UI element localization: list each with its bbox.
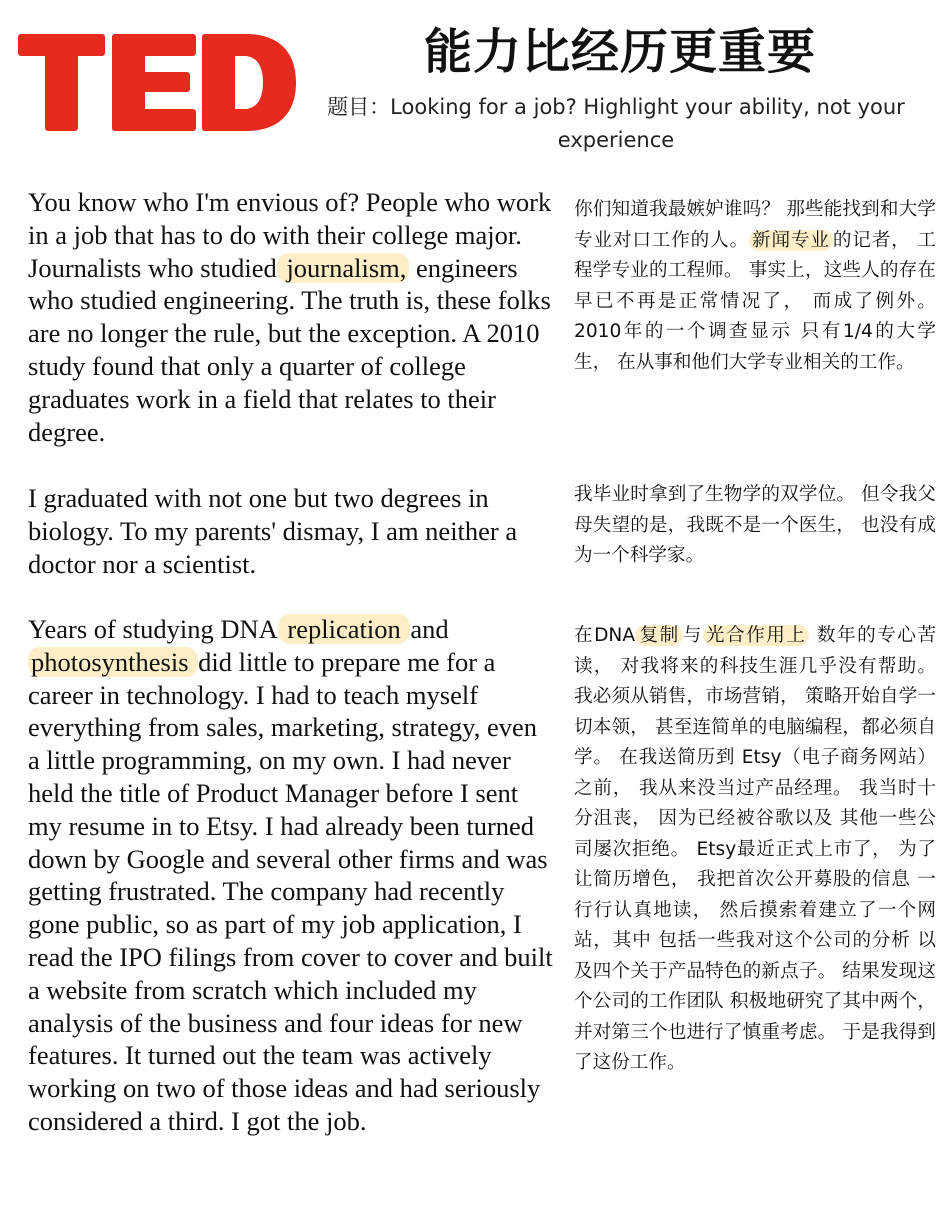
logo-d	[202, 34, 296, 131]
logo-t-stem	[45, 34, 78, 131]
highlighted-word: 光合作用上	[703, 625, 810, 646]
ted-logo	[14, 28, 300, 136]
page-title: 能力比经历更重要	[423, 24, 816, 80]
ted-logo-graphic	[14, 28, 300, 136]
page-subtitle: 题目：Looking for a job? Highlight your ability, not your experience	[327, 95, 905, 152]
english-text: Years of studying DNA	[28, 614, 278, 644]
english-paragraph-1	[28, 186, 553, 448]
logo-e-top	[112, 34, 196, 56]
highlighted-word: replication	[278, 614, 411, 644]
highlighted-word: photosynthesis	[28, 647, 198, 677]
chinese-text: 数年的专心苦读， 对我将来的科技生涯几乎没有帮助。 我必须从销售，市场营销， 策略开始自学一切本领， 甚至连简单的电脑编程，都必须自学。 在我送简历到 Etsy（电子商务网站）之前， 我从来没当过产品经理。 我当时十分沮丧， 因为已经被谷歌以及 其他一些公司屡次拒绝。 Etsy最近正式上市了， 为了让简历增色， 我把首次公开募股的信息 一行行认真地读， 然后摸索着建立了一个网站，其中 包括一些我对这个公司的分析 以及四个关于产品特色的新点子。 结果发现这个公司的工作团队 积极地研究了其中两个， 并对第三个也进行了慎重考虑。 于是我得到了这份工作。	[574, 625, 936, 1073]
logo-e-bottom	[112, 109, 196, 131]
chinese-text: 你们知道我最嫉妒谁吗？ 那些能找到和大学专业对口工作的人。	[574, 199, 936, 251]
highlighted-word: 新闻专业	[749, 230, 833, 251]
english-text: engineers who studied engineering. The truth is, these folks are no longer the rule, but the exception. A 2010 study found that only a quarter of college graduates work in a field that relates to their degree.	[28, 252, 551, 447]
highlighted-word: journalism,	[277, 253, 410, 283]
english-paragraph-3	[28, 613, 553, 1138]
chinese-text: 的记者， 工程学专业的工程师。 事实上，这些人的存在 早已不再是正常情况了， 而成了例外。 2010年的一个调查显示 只有1/4的大学生， 在从事和他们大学专业相关的工作。	[574, 229, 936, 373]
chinese-paragraph-2: 我毕业时拿到了生物学的双学位。 但令我父母失望的是，我既不是一个医生， 也没有成为一个科学家。	[574, 484, 936, 566]
chinese-text: 在DNA	[574, 625, 636, 646]
english-text: You know who I'm envious of? People who work in a job that has to do with their college major. Journalists who studied	[28, 187, 552, 283]
chinese-paragraph-3	[574, 621, 936, 1079]
english-text: did little to prepare me for a career in technology. I had to teach myself everything from sales, marketing, strategy, even a little programming, on my own. I had never held the title of Product Manager before I sent my resume in to Etsy. I had already been turned down by Google and several other firms and was getting frustrated. The company had recently gone public, so as part of my job application, I read the IPO filings from cover to cover and built a website from scratch which included my analysis of the business and four ideas for new features. It turned out the team was actively working on two of those ideas and had seriously considered a third. I got the job.	[28, 646, 553, 1136]
chinese-text: 与	[682, 625, 703, 646]
english-paragraph-2: I graduated with not one but two degrees in biology. To my parents' dismay, I am neither a doctor nor a scientist.	[28, 483, 518, 579]
chinese-paragraph-1	[574, 195, 936, 378]
logo-e-middle	[112, 72, 190, 92]
highlighted-word: 复制	[635, 625, 683, 646]
english-text: and	[410, 614, 449, 644]
